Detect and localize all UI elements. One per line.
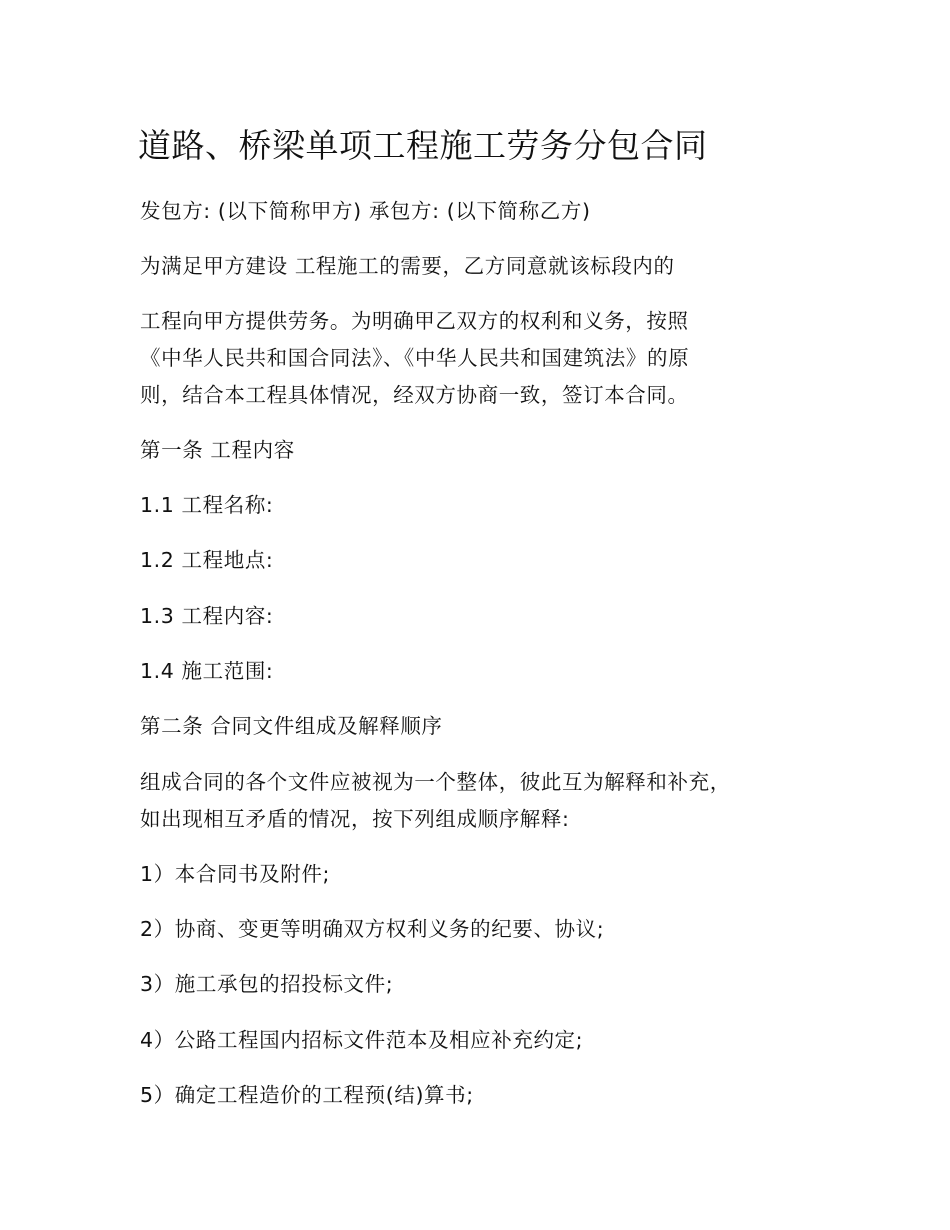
article2-item-1: 1）本合同书及附件;: [140, 862, 330, 886]
article2-heading: 第二条 合同文件组成及解释顺序: [140, 714, 443, 738]
parties-line: 发包方: (以下简称甲方) 承包方: (以下简称乙方): [140, 199, 591, 223]
article2-item-3: 3）施工承包的招投标文件;: [140, 972, 394, 996]
article1-heading: 第一条 工程内容: [140, 438, 295, 462]
article2-item-2: 2）协商、变更等明确双方权利义务的纪要、协议;: [140, 917, 605, 941]
article2-body-2: 如出现相互矛盾的情况，按下列组成顺序解释:: [140, 807, 570, 831]
intro-line-1: 为满足甲方建设 工程施工的需要，乙方同意就该标段内的: [140, 254, 675, 278]
article1-item-4: 1.4 施工范围:: [140, 659, 274, 683]
article2-item-5: 5）确定工程造价的工程预(结)算书;: [140, 1083, 474, 1107]
article1-item-3: 1.3 工程内容:: [140, 604, 274, 628]
article2-item-4: 4）公路工程国内招标文件范本及相应补充约定;: [140, 1028, 584, 1052]
intro-line-2: 工程向甲方提供劳务。为明确甲乙双方的权利和义务，按照: [140, 309, 689, 333]
intro-line-4: 则，结合本工程具体情况，经双方协商一致，签订本合同。: [140, 383, 689, 407]
document-title: 道路、桥梁单项工程施工劳务分包合同: [138, 126, 708, 165]
article1-item-1: 1.1 工程名称:: [140, 493, 274, 517]
article1-item-2: 1.2 工程地点:: [140, 548, 274, 572]
intro-line-3: 《中华人民共和国合同法》、《中华人民共和国建筑法》的原: [140, 346, 690, 370]
article2-body-1: 组成合同的各个文件应被视为一个整体，彼此互为解释和补充，: [140, 770, 731, 794]
